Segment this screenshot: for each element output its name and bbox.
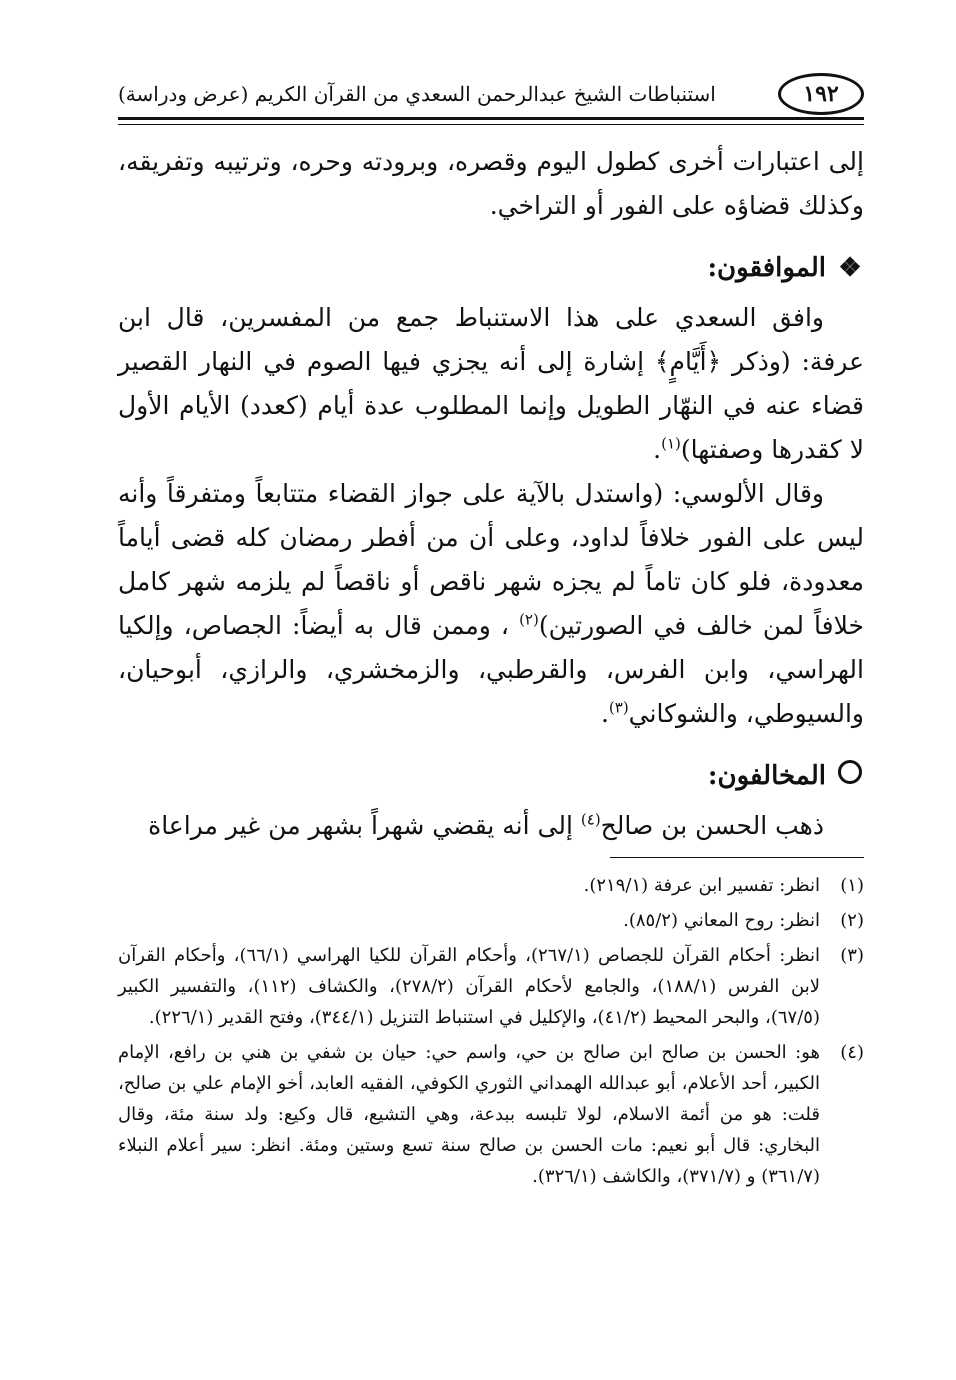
footnote-text: انظر: تفسير ابن عرفة (٢١٩/١). [583, 875, 820, 896]
page-number-badge: ١٩٢ [778, 73, 864, 115]
circle-icon [836, 754, 864, 798]
footnote-ref-3: (٣) [608, 698, 629, 717]
footnote-text: هو: الحسن بن صالح ابن صالح بن حي، واسم حي: حيان بن شفي بن هني بن رافع، الإمام الكبير، أحد الأعلام، أبو عبدالله الهمداني الثوري الكوفي، الفقيه العابد، أخو الإمام علي بن صالح، قلت: هو من أئمة الاسلام، لولا تلبسه ببدعة، وهي التشيع، قال وكيع: ولد سنة مئة، وقال البخاري: قال أبو نعيم: مات الحسن بن صالح سنة تسع وستين ومئة. انظر: سير أعلام النبلاء (٣٦١/٧) و (٣٧١/٧)، والكاشف (٣٢٦/١). [118, 1042, 820, 1187]
opposing-paragraph [118, 804, 864, 848]
opposing-text-a: ذهب الحسن بن صالح [600, 811, 824, 840]
agreeing-heading-label: الموافقون: [707, 253, 826, 283]
footnote-separator [610, 857, 864, 858]
footnote-number: (٤) [840, 1042, 864, 1063]
footnote-ref-4: (٤) [580, 810, 601, 829]
footnote-item [118, 905, 864, 936]
intro-paragraph: إلى اعتبارات أخرى كطول اليوم وقصره، وبرودته وحره، وترتيبه وتفريقه، وكذلك قضاؤه على الفور أو التراخي. [118, 147, 864, 220]
footnote-number: (٢) [840, 910, 864, 931]
agreeing-p1-text: وافق السعدي على هذا الاستنباط جمع من المفسرين، قال ابن عرفة: (وذكر ﴿أَيَّامٍ﴾ إشارة إلى أنه يجزي فيها الصوم في النهار القصير قضاء عنه في النهّار الطويل وإنما المطلوب عدة أيام (كعدد) الأيام الأول لا كقدرها وصفتها) [118, 303, 864, 464]
footnote-number: (١) [840, 875, 864, 896]
footnote-text: انظر: روح المعاني (٨٥/٢). [623, 910, 820, 931]
agreeing-p2-text-a: وقال الألوسي: (واستدل بالآية على جواز القضاء متتابعاً ومتفرقاً وأنه ليس على الفور خلافاً لداود، وعلى أن من أفطر رمضان كله قضى أياماً معدودة، فلو كان تاماً لم يجزه شهر ناقص أو ناقصاً لم يلزمه شهر كامل خلافاً لمن خالف في الصورتين) [118, 479, 864, 640]
agreeing-p1-end: . [653, 435, 662, 464]
footnote-item [118, 1037, 864, 1192]
page-header [118, 72, 864, 116]
footnotes [118, 870, 864, 1196]
header-rule-thin [118, 124, 864, 125]
running-title: استنباطات الشيخ عبدالرحمن السعدي من القرآن الكريم (عرض ودراسة) [118, 82, 716, 106]
section-heading-agreeing [118, 246, 864, 290]
opposing-heading-label: المخالفون: [707, 761, 826, 791]
header-rule-thick [118, 117, 864, 120]
agreeing-p2-text-b: ، وممن قال به أيضاً: الجصاص، وإلكيا الهراسي، وابن الفرس، والقرطبي، والزمخشري، والرازي، أبوحيان، والسيوطي، والشوكاني [118, 611, 864, 728]
four-diamonds-icon: ❖ [838, 253, 862, 283]
footnote-ref-1: (١) [661, 434, 681, 453]
agreeing-paragraph-2 [118, 472, 864, 736]
footnote-item [118, 870, 864, 901]
footnote-item [118, 940, 864, 1033]
footnote-ref-2: (٢) [519, 610, 539, 629]
section-heading-opposing [118, 754, 864, 798]
agreeing-p2-end: . [600, 699, 609, 728]
main-text [118, 140, 864, 848]
agreeing-paragraph-1 [118, 296, 864, 472]
footnote-number: (٣) [840, 945, 864, 966]
opposing-text-b: إلى أنه يقضي شهراً بشهر من غير مراعاة [148, 811, 581, 840]
footnote-text: انظر: أحكام القرآن للجصاص (٢٦٧/١)، وأحكام القرآن للكيا الهراسي (٦٦/١)، وأحكام القرآن لابن الفرس (١٨٨/١)، والجامع لأحكام القرآن (٢٧٨/٢)، والكشاف (١١٢)، والتفسير الكبير (٦٧/٥)، والبحر المحيط (٤١/٢)، والإكليل في استنباط التنزيل (٣٤٤/١)، وفتح القدير (٢٢٦/١). [118, 945, 820, 1028]
